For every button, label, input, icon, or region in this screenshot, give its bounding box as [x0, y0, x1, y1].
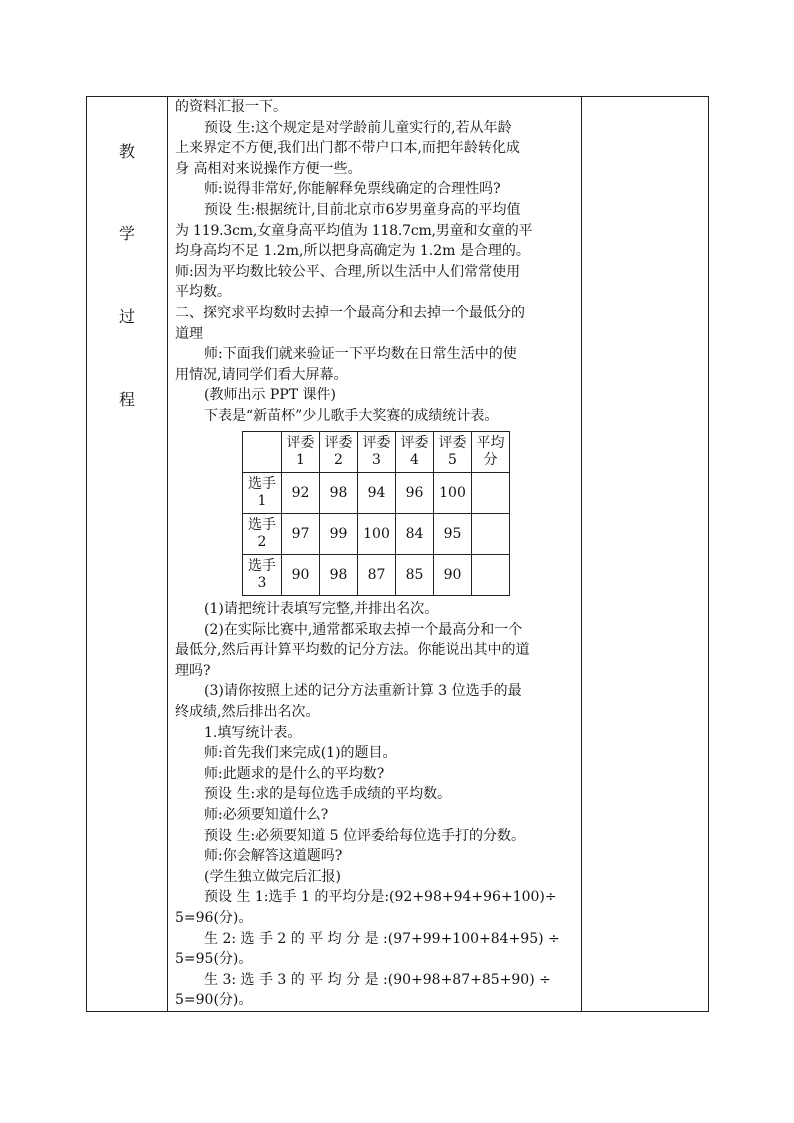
- text-line: 最低分,然后再计算平均数的记分方法。你能说出其中的道: [175, 642, 530, 659]
- judge-header: 评委 4: [396, 432, 434, 473]
- score-cell: 98: [320, 555, 358, 596]
- judge-header: 评委 3: [358, 432, 396, 473]
- lesson-content-continued: [175, 599, 579, 1011]
- text-line: 下表是“新苗杯”少儿歌手大奖赛的成绩统计表。: [204, 407, 499, 424]
- table-row: [243, 473, 510, 514]
- text-line: 师:因为平均数比较公平、合理,所以生活中人们常常使用: [175, 263, 521, 280]
- score-cell: 94: [358, 473, 396, 514]
- score-cell: 96: [396, 473, 434, 514]
- text-line: 预设 生:这个规定是对学龄前儿童实行的,若从年龄: [204, 119, 512, 136]
- stage-label-char: 程: [118, 390, 135, 409]
- text-line: 为 119.3cm,女童身高平均值为 118.7cm,男童和女童的平: [175, 222, 533, 239]
- text-line: 师:下面我们就来验证一下平均数在日常生活中的使: [204, 346, 517, 363]
- text-line: 均身高均不足 1.2m,所以把身高确定为 1.2m 是合理的。: [175, 243, 530, 260]
- column-divider: [581, 97, 582, 1011]
- text-line: (3)请你按照上述的记分方法重新计算 3 位选手的最: [204, 683, 522, 700]
- score-cell: 87: [358, 555, 396, 596]
- text-line: 理吗?: [175, 662, 211, 679]
- lesson-content: [175, 97, 579, 427]
- text-line: 师:此题求的是什么的平均数?: [204, 765, 385, 782]
- text-line: 生 2: 选 手 2 的 平 均 分 是 :(97+99+100+84+95) ÷: [204, 930, 560, 947]
- score-cell: 92: [282, 473, 320, 514]
- column-divider: [167, 97, 168, 1011]
- score-cell: 85: [396, 555, 434, 596]
- lesson-plan-table: [86, 96, 709, 1012]
- score-cell: 99: [320, 514, 358, 555]
- score-cell: 95: [434, 514, 472, 555]
- text-line: 的资料汇报一下。: [175, 99, 287, 115]
- text-line: (2)在实际比赛中,通常都采取去掉一个最高分和一个: [204, 621, 523, 638]
- text-line: 师:你会解答这道题吗?: [204, 848, 343, 865]
- text-line: 生 3: 选 手 3 的 平 均 分 是 :(90+98+87+85+90) ÷: [204, 971, 551, 988]
- score-cell: 84: [396, 514, 434, 555]
- judge-header: 评委 2: [320, 432, 358, 473]
- score-table-corner: [243, 432, 282, 473]
- text-line: 预设 生:根据统计,目前北京市6岁男童身高的平均值: [204, 201, 521, 218]
- section-heading: 道理: [175, 325, 203, 342]
- text-line: 预设 生:求的是每位选手成绩的平均数。: [204, 786, 452, 803]
- average-cell: [472, 473, 510, 514]
- average-cell: [472, 514, 510, 555]
- stage-label-char: 教: [118, 142, 135, 161]
- contestant-name: 选手 1: [243, 473, 282, 514]
- text-line: 预设 生 1:选手 1 的平均分是:(92+98+94+96+100)÷: [204, 889, 557, 906]
- text-line: (教师出示 PPT 课件): [204, 387, 337, 404]
- table-row: [243, 555, 510, 596]
- stage-label-char: 过: [118, 307, 135, 326]
- judge-header: 评委 5: [434, 432, 472, 473]
- text-line: 5=96(分)。: [175, 909, 253, 926]
- stage-label-char: 学: [118, 224, 135, 243]
- text-line: 身 高相对来说操作方便一些。: [175, 160, 362, 177]
- text-line: 终成绩,然后排出名次。: [175, 703, 320, 720]
- score-cell: 100: [358, 514, 396, 555]
- text-line: 上来界定不方便,我们出门都不带户口本,而把年龄转化成: [175, 140, 520, 157]
- text-line: (1)请把统计表填写完整,并排出名次。: [204, 601, 439, 617]
- average-cell: [472, 555, 510, 596]
- text-line: 师:说得非常好,你能解释免票线确定的合理性吗?: [204, 181, 501, 198]
- score-cell: 97: [282, 514, 320, 555]
- text-line: 用情况,请同学们看大屏幕。: [175, 366, 348, 383]
- text-line: 师:必须要知道什么?: [204, 806, 329, 823]
- table-row: [243, 514, 510, 555]
- score-cell: 98: [320, 473, 358, 514]
- score-table: [242, 431, 510, 596]
- score-cell: 100: [434, 473, 472, 514]
- judge-header: 评委 1: [282, 432, 320, 473]
- text-line: 预设 生:必须要知道 5 位评委给每位选手打的分数。: [204, 827, 525, 844]
- contestant-name: 选手 3: [243, 555, 282, 596]
- score-cell: 90: [434, 555, 472, 596]
- text-line: 师:首先我们来完成(1)的题目。: [204, 745, 397, 762]
- text-line: 平均数。: [175, 284, 231, 301]
- score-cell: 90: [282, 555, 320, 596]
- text-line: 5=95(分)。: [175, 951, 253, 968]
- text-line: (学生独立做完后汇报): [204, 868, 341, 885]
- text-line: 1.填写统计表。: [204, 724, 302, 741]
- average-header: 平均 分: [472, 432, 510, 473]
- score-table-header-row: [243, 432, 510, 473]
- text-line: 5=90(分)。: [175, 992, 253, 1009]
- section-heading: 二、探究求平均数时去掉一个最高分和去掉一个最低分的: [175, 304, 525, 321]
- contestant-name: 选手 2: [243, 514, 282, 555]
